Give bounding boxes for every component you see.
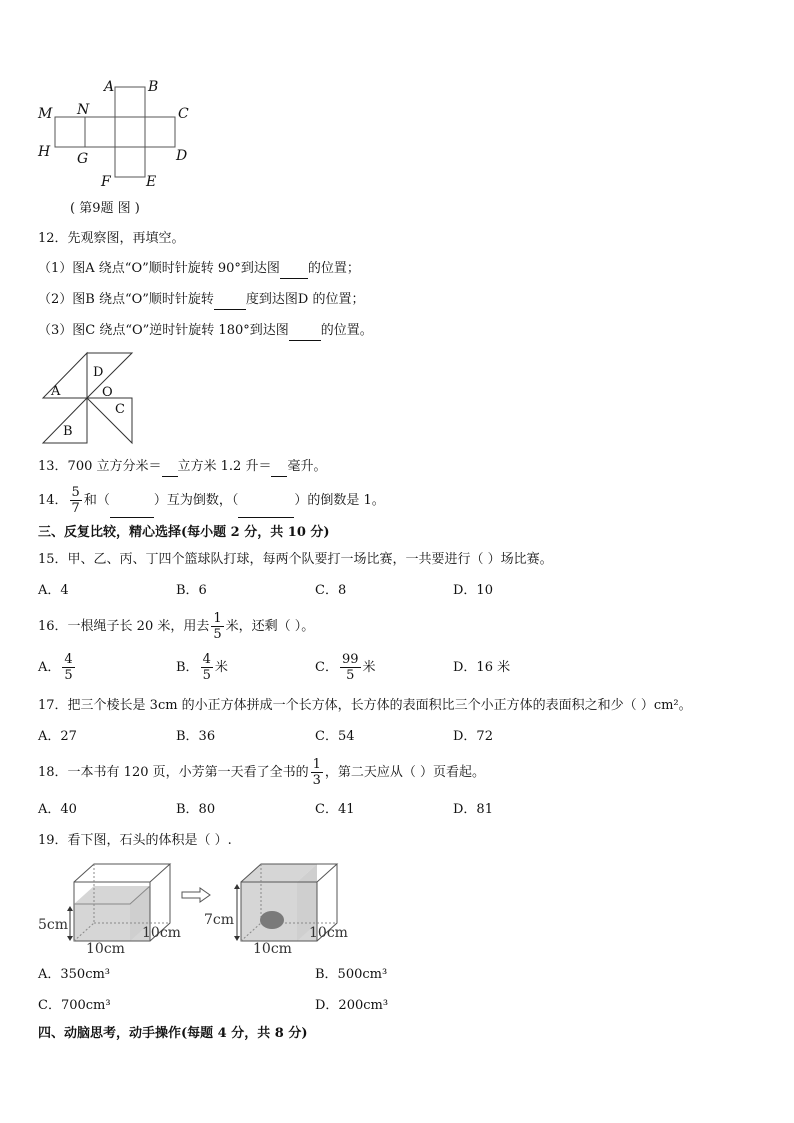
- pinwheel-label-d: D: [93, 365, 104, 380]
- q12-sub3-blank: [289, 322, 321, 341]
- pinwheel-label-b: B: [63, 424, 73, 439]
- q14-part2: ）互为倒数，（: [153, 493, 239, 508]
- q12-sub1-post: 的位置；: [307, 261, 360, 276]
- q13-blank2: [271, 458, 287, 477]
- q17-stem: 17．把三个棱长是 3cm 的小正方体拼成一个长方体，长方体的表面积比三个小正方体的表面积之和少（ ）cm²。: [38, 698, 692, 713]
- q18-pre: 18．一本书有 120 页，小芳第一天看了全书的: [38, 765, 309, 780]
- q12-sub1: [38, 260, 360, 279]
- q13-part3: 毫升。: [287, 459, 327, 474]
- q18-option-b: B．80: [176, 802, 216, 817]
- q16-option-c-numerator: 99: [341, 652, 359, 667]
- q16-option-b: [176, 652, 228, 684]
- net-label-n: N: [77, 102, 90, 118]
- before-depth-label: 10cm: [142, 925, 181, 941]
- figure9-caption: ( 第9题 图 ): [70, 201, 140, 216]
- q12-stem: 12．先观察图，再填空。: [38, 231, 185, 246]
- q18-fraction-numerator: 1: [312, 757, 321, 772]
- q16-option-c: [315, 652, 376, 684]
- before-width-label: 10cm: [86, 941, 125, 957]
- q19-figure: [36, 858, 366, 958]
- q16-option-a: [38, 652, 77, 684]
- q17-option-a: A．27: [38, 729, 77, 744]
- q19-stem: 19．看下图，石头的体积是（ ）.: [38, 833, 232, 848]
- section4-heading: 四、动脑思考，动手操作(每题 4 分，共 8 分): [38, 1026, 308, 1041]
- stone: [260, 911, 284, 929]
- q19-option-d: D．200cm³: [315, 998, 389, 1013]
- q16-option-c-label: C．: [315, 660, 338, 675]
- q18-fraction-denominator: 3: [312, 773, 321, 788]
- q16-stem: [38, 611, 314, 643]
- q12-sub2-blank: [214, 291, 246, 310]
- q14-part3: ）的倒数是 1。: [294, 493, 385, 508]
- pinwheel-label-o: O: [102, 385, 113, 400]
- q14-blank2: [238, 485, 294, 518]
- q17-option-d: D．72: [453, 729, 493, 744]
- pinwheel-label-a: A: [51, 384, 61, 399]
- q16-option-b-denominator: 5: [202, 668, 211, 683]
- q14-fraction-denominator: 7: [71, 501, 80, 516]
- pinwheel-label-c: C: [115, 402, 125, 417]
- cube-net-figure: [30, 75, 200, 195]
- q14-fraction: [70, 485, 82, 516]
- q14-num: 14．: [38, 493, 68, 508]
- q13: [38, 458, 326, 477]
- q16-option-b-fraction: [201, 652, 213, 683]
- q16-fraction-numerator: 1: [213, 611, 222, 626]
- q16-option-c-denominator: 5: [346, 668, 355, 683]
- net-label-e: E: [146, 174, 157, 190]
- q16-option-b-label: B．: [176, 660, 199, 675]
- q17-option-b: B．36: [176, 729, 216, 744]
- q16-option-d: D．16 米: [453, 660, 511, 675]
- net-label-d: D: [176, 148, 188, 164]
- q15-stem: 15．甲、乙、丙、丁四个篮球队打球，每两个队要打一场比赛，一共要进行（ ）场比赛。: [38, 552, 553, 567]
- after-depth-label: 10cm: [309, 925, 348, 941]
- net-label-h: H: [38, 144, 51, 160]
- triangle-c: [87, 398, 132, 443]
- q15-option-b: B．6: [176, 583, 207, 598]
- section3-heading: 三、反复比较，精心选择(每小题 2 分，共 10 分): [38, 525, 330, 540]
- q12-sub2: [38, 291, 364, 310]
- q12-sub1-pre: （1）图A 绕点“O”顺时针旋转 90°到达图: [38, 261, 280, 276]
- q18-option-c: C．41: [315, 802, 355, 817]
- q18-option-a: A．40: [38, 802, 77, 817]
- q14-blank1: [110, 485, 154, 518]
- q18-fraction: [311, 757, 323, 788]
- hollow-arrow-icon: [182, 888, 210, 902]
- q18-post: ，第二天应从（ ）页看起。: [324, 765, 486, 780]
- q16-fraction: [211, 611, 223, 642]
- pinwheel-figure: [40, 350, 140, 450]
- q16-option-a-numerator: 4: [64, 652, 73, 667]
- q16-option-a-label: A．: [38, 660, 61, 675]
- q19-option-c: C．700cm³: [38, 998, 111, 1013]
- q15-option-a: A．4: [38, 583, 69, 598]
- net-label-b: B: [148, 79, 159, 95]
- q14: [38, 485, 385, 518]
- q16-option-b-numerator: 4: [202, 652, 211, 667]
- q16-option-b-unit: 米: [214, 660, 228, 675]
- q16-fraction-denominator: 5: [213, 627, 222, 642]
- q14-part1: 和（: [83, 493, 110, 508]
- q13-part1: 13．700 立方分米＝: [38, 459, 162, 474]
- q12-sub2-post: 度到达图D 的位置；: [245, 292, 365, 307]
- q16-option-a-fraction: [62, 652, 74, 683]
- q12-sub3: [38, 322, 373, 341]
- after-width-label: 10cm: [253, 941, 292, 957]
- q16-pre: 16．一根绳子长 20 米，用去: [38, 619, 210, 634]
- q14-fraction-numerator: 5: [71, 485, 80, 500]
- q19-option-b: B．500cm³: [315, 967, 388, 982]
- triangle-a: [43, 353, 87, 398]
- net-label-m: M: [38, 106, 53, 122]
- q15-option-d: D．10: [453, 583, 493, 598]
- q19-option-a: A．350cm³: [38, 967, 111, 982]
- q18-option-d: D．81: [453, 802, 493, 817]
- net-label-a: A: [104, 79, 115, 95]
- before-height-label: 5cm: [38, 917, 69, 933]
- q16-option-a-denominator: 5: [64, 668, 73, 683]
- q12-sub1-blank: [280, 260, 308, 279]
- q17-option-c: C．54: [315, 729, 355, 744]
- q12-sub3-pre: （3）图C 绕点“O”逆时针旋转 180°到达图: [38, 323, 289, 338]
- net-label-c: C: [178, 106, 189, 122]
- q16-post: 米，还剩（ ）。: [225, 619, 315, 634]
- q16-option-c-unit: 米: [362, 660, 376, 675]
- container-after: [204, 864, 348, 957]
- q12-sub2-pre: （2）图B 绕点“O”顺时针旋转: [38, 292, 214, 307]
- q18-stem: [38, 757, 485, 789]
- q13-blank1: [162, 458, 178, 477]
- net-label-f: F: [101, 174, 111, 190]
- q13-part2: 立方米 1.2 升＝: [177, 459, 272, 474]
- container-before: [38, 864, 181, 957]
- q16-option-c-fraction: [340, 652, 361, 683]
- q15-option-c: C．8: [315, 583, 347, 598]
- q12-sub3-post: 的位置。: [320, 323, 373, 338]
- after-height-label: 7cm: [204, 912, 235, 928]
- net-label-g: G: [77, 151, 89, 167]
